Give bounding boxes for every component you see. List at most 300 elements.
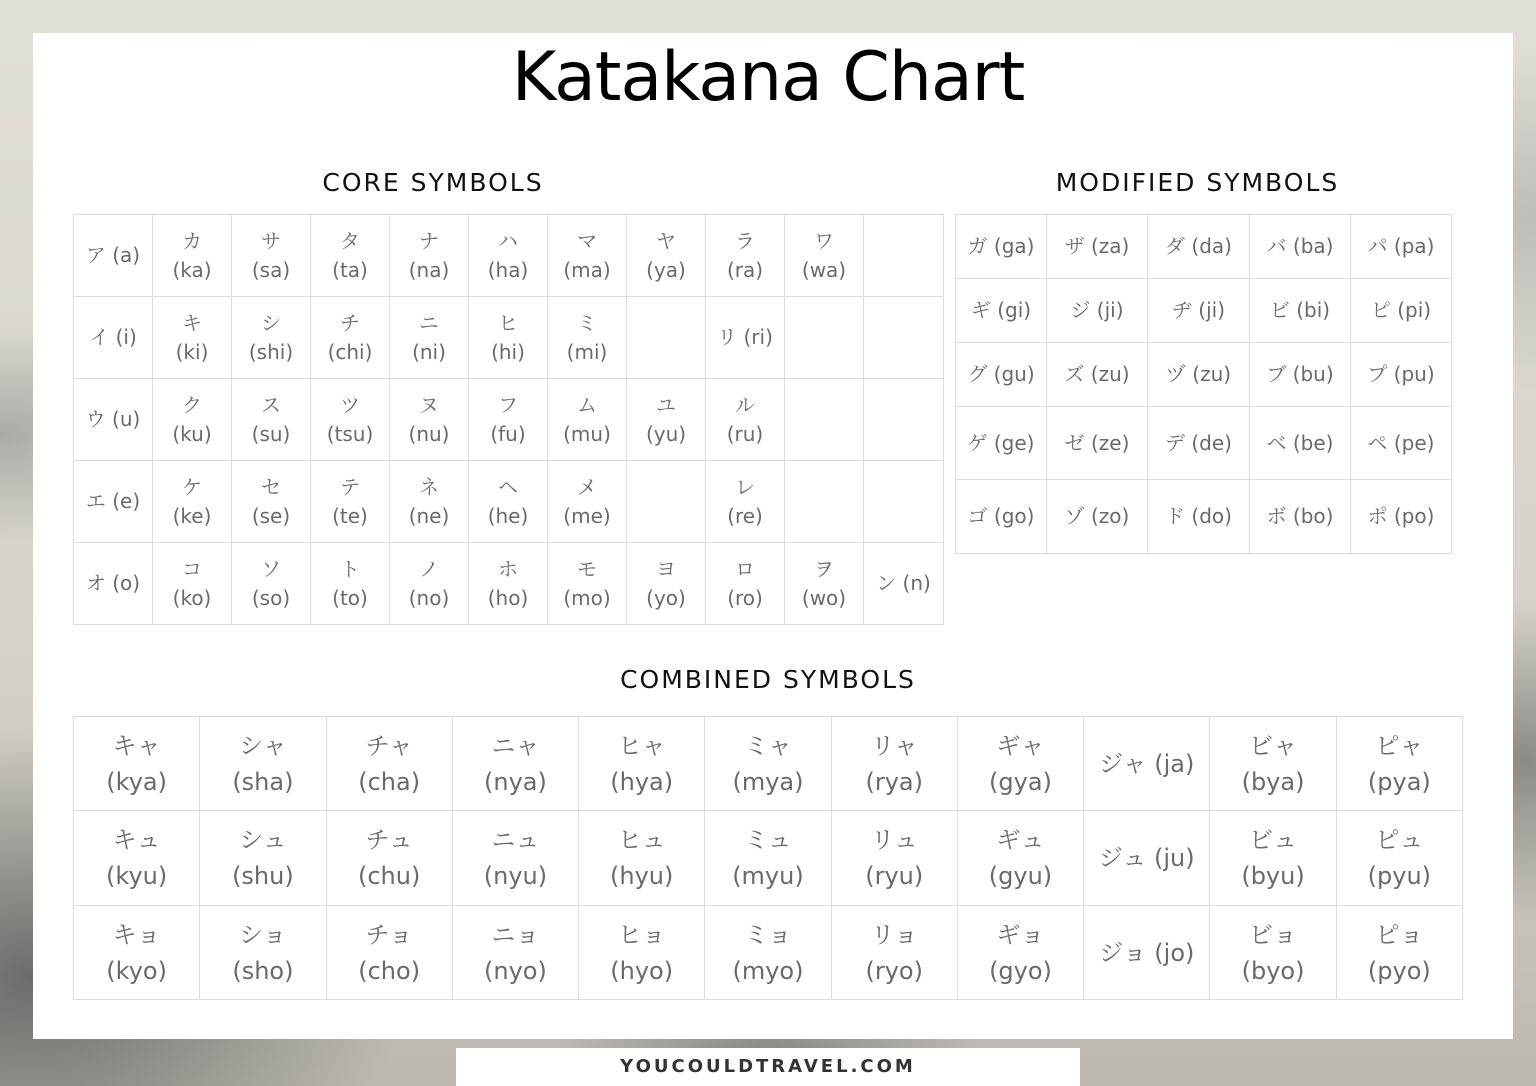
combined-cell — [452, 906, 578, 1000]
romaji-text: (gyu) — [988, 862, 1053, 890]
kana-text: ヨ — [656, 556, 676, 581]
combined-cell — [705, 811, 831, 906]
combined-cell — [831, 717, 957, 811]
kana-text: ゼ (ze) — [1064, 430, 1130, 455]
romaji-text: (hi) — [491, 339, 525, 364]
core-cell — [469, 379, 548, 461]
kana-text: エ (e) — [85, 489, 141, 513]
kana-text: ブ (bu) — [1266, 362, 1334, 386]
romaji-text: (ra) — [726, 257, 764, 282]
romaji-text: (cha) — [358, 767, 421, 796]
combined-cell — [1210, 717, 1336, 811]
kana-text: ム — [577, 392, 597, 417]
kana-text: ギュ — [996, 826, 1045, 854]
kana-text: ロ — [735, 556, 755, 581]
romaji-text: (byu) — [1241, 862, 1305, 890]
combined-cell — [705, 906, 831, 1000]
modified-cell — [1148, 215, 1250, 279]
kana-text: ピ (pi) — [1370, 298, 1432, 322]
romaji-text: (shi) — [248, 339, 294, 364]
kana-text: ワ — [814, 228, 834, 253]
combined-cell — [200, 811, 326, 906]
core-cell — [311, 461, 390, 543]
core-cell — [864, 297, 944, 379]
combined-cell — [957, 811, 1083, 906]
kana-text: ヂ (ji) — [1171, 298, 1226, 322]
kana-text: ノ — [419, 556, 439, 581]
core-cell — [706, 543, 785, 625]
kana-text: ジ (ji) — [1070, 298, 1124, 322]
modified-cell — [1148, 343, 1250, 407]
combined-cell — [1210, 906, 1336, 1000]
kana-text: ジョ (jo) — [1099, 938, 1195, 967]
romaji-text: (pyo) — [1367, 956, 1431, 985]
core-cell — [548, 297, 627, 379]
modified-row — [956, 480, 1452, 554]
core-cell — [390, 379, 469, 461]
kana-text: カ — [182, 228, 202, 253]
core-cell — [311, 297, 390, 379]
core-cell — [74, 215, 153, 297]
kana-text: ザ (za) — [1064, 234, 1130, 258]
romaji-text: (nyo) — [484, 956, 547, 985]
kana-text: ヲ — [814, 556, 834, 581]
romaji-text: (nu) — [408, 421, 450, 446]
kana-text: ボ (bo) — [1266, 504, 1334, 528]
combined-cell — [1084, 906, 1210, 1000]
romaji-text: (myu) — [732, 862, 804, 890]
kana-text: ス — [261, 392, 281, 417]
modified-cell — [1351, 343, 1452, 407]
core-cell — [627, 297, 706, 379]
kana-text: ヒ — [498, 310, 518, 335]
romaji-text: (cho) — [358, 956, 421, 985]
combined-cell — [1084, 717, 1210, 811]
romaji-text: (nya) — [484, 767, 547, 796]
romaji-text: (kyu) — [106, 862, 168, 890]
modified-cell — [1148, 480, 1250, 554]
romaji-text: (ryu) — [865, 862, 924, 890]
combined-row — [74, 811, 1463, 906]
romaji-text: (no) — [408, 585, 450, 610]
combined-cell — [452, 811, 578, 906]
kana-text: キョ — [112, 920, 161, 949]
kana-text: ガ (ga) — [967, 234, 1035, 258]
core-cell — [153, 461, 232, 543]
romaji-text: (hya) — [610, 767, 674, 796]
page-title: Katakana Chart — [511, 38, 1025, 117]
core-cell — [74, 297, 153, 379]
kana-text: セ — [261, 474, 281, 499]
kana-text: ツ — [340, 392, 360, 417]
modified-cell — [1351, 480, 1452, 554]
modified-symbols-table — [955, 214, 1452, 554]
romaji-text: (so) — [251, 585, 291, 610]
kana-text: ヒャ — [617, 731, 666, 760]
modified-cell — [956, 343, 1047, 407]
core-cell — [311, 379, 390, 461]
core-cell — [706, 297, 785, 379]
core-row — [74, 215, 944, 297]
core-cell — [232, 215, 311, 297]
kana-text: キ — [182, 310, 202, 335]
core-row — [74, 379, 944, 461]
modified-cell — [1351, 279, 1452, 343]
kana-text: グ (gu) — [967, 362, 1035, 386]
core-cell — [153, 379, 232, 461]
core-cell — [232, 379, 311, 461]
core-cell — [232, 461, 311, 543]
romaji-text: (yo) — [646, 585, 686, 610]
romaji-text: (ha) — [487, 257, 529, 282]
kana-text: ゾ (zo) — [1064, 504, 1130, 528]
kana-text: デ (de) — [1165, 430, 1232, 455]
core-symbols-table — [73, 214, 944, 625]
kana-text: ウ (u) — [85, 407, 141, 431]
modified-cell — [1047, 215, 1148, 279]
kana-text: オ (o) — [85, 571, 141, 595]
kana-text: キュ — [112, 826, 161, 854]
kana-text: ネ — [419, 474, 439, 499]
kana-text: ミョ — [744, 920, 792, 949]
kana-text: ヤ — [656, 228, 676, 253]
kana-text: ニョ — [491, 920, 540, 949]
romaji-text: (byo) — [1241, 956, 1305, 985]
kana-text: ポ (po) — [1367, 504, 1435, 528]
kana-text: シ — [261, 310, 281, 335]
combined-cell — [1336, 811, 1462, 906]
kana-text: バ (ba) — [1266, 234, 1334, 258]
core-cell — [469, 461, 548, 543]
modified-cell — [1250, 480, 1351, 554]
modified-cell — [1250, 407, 1351, 480]
combined-cell — [957, 906, 1083, 1000]
combined-cell — [74, 906, 200, 1000]
combined-row — [74, 906, 1463, 1000]
kana-text: ニ — [419, 310, 439, 335]
romaji-text: (bya) — [1241, 767, 1305, 796]
romaji-text: (se) — [251, 503, 291, 528]
modified-cell — [1148, 407, 1250, 480]
romaji-text: (kya) — [106, 767, 167, 796]
kana-text: テ — [340, 474, 360, 499]
modified-cell — [1250, 279, 1351, 343]
kana-text: ニュ — [491, 826, 540, 854]
kana-text: ピョ — [1375, 920, 1424, 949]
romaji-text: (ku) — [172, 421, 212, 446]
modified-cell — [1047, 407, 1148, 480]
core-cell — [232, 543, 311, 625]
romaji-text: (wa) — [801, 257, 847, 282]
kana-text: フ — [498, 392, 518, 417]
kana-text: キャ — [112, 731, 161, 760]
combined-symbols-table — [73, 716, 1463, 1000]
combined-cell — [957, 717, 1083, 811]
romaji-text: (chi) — [327, 339, 373, 364]
core-cell — [390, 215, 469, 297]
core-cell — [864, 379, 944, 461]
core-cell — [706, 461, 785, 543]
core-cell — [785, 379, 864, 461]
core-cell — [627, 543, 706, 625]
combined-cell — [579, 811, 705, 906]
core-cell — [469, 543, 548, 625]
romaji-text: (mo) — [563, 585, 611, 610]
modified-cell — [956, 480, 1047, 554]
romaji-text: (pyu) — [1367, 862, 1432, 890]
romaji-text: (ho) — [487, 585, 529, 610]
romaji-text: (su) — [251, 421, 291, 446]
romaji-text: (wo) — [801, 585, 847, 610]
kana-text: ゴ (go) — [967, 504, 1035, 528]
combined-cell — [831, 906, 957, 1000]
romaji-text: (mya) — [732, 767, 804, 796]
core-cell — [785, 543, 864, 625]
kana-text: メ — [577, 474, 597, 499]
kana-text: ヒョ — [617, 920, 666, 949]
kana-text: レ — [735, 474, 755, 499]
combined-cell — [452, 717, 578, 811]
combined-cell — [1084, 811, 1210, 906]
romaji-text: (yu) — [645, 421, 687, 446]
kana-text: ギャ — [996, 731, 1045, 760]
kana-text: ル — [735, 392, 755, 417]
romaji-text: (me) — [563, 503, 611, 528]
modified-cell — [956, 215, 1047, 279]
kana-text: マ — [577, 228, 597, 253]
romaji-text: (mi) — [566, 339, 608, 364]
core-cell — [153, 543, 232, 625]
combined-symbols-heading: COMBINED SYMBOLS — [620, 665, 916, 694]
kana-text: リャ — [870, 731, 918, 760]
combined-row — [74, 717, 1463, 811]
romaji-text: (rya) — [865, 767, 923, 796]
romaji-text: (gyo) — [989, 956, 1052, 985]
romaji-text: (gya) — [989, 767, 1052, 796]
combined-cell — [1336, 906, 1462, 1000]
kana-text: ギョ — [996, 920, 1045, 949]
kana-text: ピャ — [1375, 731, 1424, 760]
romaji-text: (kyo) — [106, 956, 167, 985]
kana-text: シュ — [239, 826, 287, 854]
kana-text: ド (do) — [1165, 504, 1232, 528]
combined-cell — [579, 906, 705, 1000]
romaji-text: (ni) — [412, 339, 446, 364]
core-symbols-heading: CORE SYMBOLS — [322, 168, 544, 197]
combined-cell — [831, 811, 957, 906]
romaji-text: (ya) — [646, 257, 686, 282]
modified-cell — [1250, 215, 1351, 279]
modified-row — [956, 279, 1452, 343]
modified-row — [956, 215, 1452, 279]
kana-text: ユ — [656, 392, 676, 417]
kana-text: ア (a) — [85, 243, 141, 267]
kana-text: リ (ri) — [717, 325, 773, 349]
core-cell — [74, 543, 153, 625]
romaji-text: (sa) — [251, 257, 291, 282]
kana-text: ハ — [498, 228, 518, 253]
kana-text: ホ — [498, 556, 518, 581]
kana-text: ベ (be) — [1266, 430, 1334, 455]
romaji-text: (hyu) — [610, 862, 674, 890]
romaji-text: (ka) — [172, 257, 212, 282]
core-cell — [390, 543, 469, 625]
romaji-text: (re) — [727, 503, 763, 528]
romaji-text: (na) — [408, 257, 450, 282]
romaji-text: (ko) — [172, 585, 212, 610]
core-cell — [627, 215, 706, 297]
kana-text: ミャ — [744, 731, 792, 760]
kana-text: プ (pu) — [1367, 362, 1435, 386]
kana-text: ジャ (ja) — [1099, 749, 1195, 778]
core-cell — [153, 215, 232, 297]
kana-text: タ — [340, 228, 360, 253]
core-cell — [548, 461, 627, 543]
core-row — [74, 297, 944, 379]
romaji-text: (ke) — [172, 503, 212, 528]
romaji-text: (ne) — [408, 503, 450, 528]
romaji-text: (te) — [332, 503, 368, 528]
combined-cell — [74, 811, 200, 906]
romaji-text: (he) — [487, 503, 529, 528]
romaji-text: (myo) — [732, 956, 804, 985]
core-row — [74, 461, 944, 543]
romaji-text: (ta) — [332, 257, 368, 282]
core-cell — [548, 215, 627, 297]
modified-symbols-heading: MODIFIED SYMBOLS — [1055, 168, 1340, 197]
core-cell — [548, 379, 627, 461]
core-cell — [390, 297, 469, 379]
romaji-text: (ru) — [726, 421, 764, 446]
core-cell — [311, 215, 390, 297]
romaji-text: (chu) — [357, 862, 421, 890]
modified-row — [956, 343, 1452, 407]
combined-cell — [1336, 717, 1462, 811]
romaji-text: (sha) — [232, 767, 294, 796]
kana-text: ナ — [419, 228, 439, 253]
combined-cell — [326, 906, 452, 1000]
core-cell — [74, 461, 153, 543]
kana-text: ン (n) — [876, 571, 931, 595]
kana-text: パ (pa) — [1367, 234, 1435, 258]
romaji-text: (shu) — [232, 862, 294, 890]
combined-cell — [1210, 811, 1336, 906]
modified-cell — [1351, 215, 1452, 279]
kana-text: ヘ — [498, 474, 518, 499]
kana-text: ト — [340, 556, 360, 581]
core-cell — [785, 215, 864, 297]
modified-row — [956, 407, 1452, 480]
footer-site-url: YOUCOULDTRAVEL.COM — [456, 1048, 1080, 1086]
kana-text: ギ (gi) — [970, 298, 1032, 322]
kana-text: ダ (da) — [1165, 234, 1232, 258]
romaji-text: (ryo) — [865, 956, 923, 985]
core-cell — [864, 543, 944, 625]
kana-text: ラ — [735, 228, 755, 253]
core-cell — [153, 297, 232, 379]
core-cell — [548, 543, 627, 625]
modified-cell — [1047, 480, 1148, 554]
core-cell — [785, 297, 864, 379]
kana-text: ジュ (ju) — [1098, 844, 1195, 872]
core-cell — [627, 461, 706, 543]
core-row — [74, 543, 944, 625]
romaji-text: (ki) — [175, 339, 209, 364]
modified-cell — [1047, 343, 1148, 407]
core-cell — [469, 297, 548, 379]
kana-text: ヒュ — [617, 826, 666, 854]
kana-text: ケ — [182, 474, 202, 499]
kana-text: ク — [182, 392, 202, 417]
kana-text: ニャ — [491, 731, 540, 760]
kana-text: チャ — [365, 731, 413, 760]
core-cell — [74, 379, 153, 461]
combined-cell — [200, 717, 326, 811]
core-cell — [627, 379, 706, 461]
combined-cell — [579, 717, 705, 811]
kana-text: ビョ — [1249, 920, 1298, 949]
romaji-text: (fu) — [490, 421, 526, 446]
core-cell — [706, 379, 785, 461]
romaji-text: (nyu) — [483, 862, 548, 890]
core-cell — [785, 461, 864, 543]
romaji-text: (to) — [332, 585, 368, 610]
modified-cell — [1250, 343, 1351, 407]
kana-text: ヌ — [419, 392, 439, 417]
kana-text: モ — [577, 556, 597, 581]
modified-cell — [956, 407, 1047, 480]
kana-text: ビ (bi) — [1269, 298, 1331, 322]
kana-text: ビュ — [1249, 826, 1298, 854]
kana-text: チュ — [365, 826, 413, 854]
combined-cell — [200, 906, 326, 1000]
core-cell — [311, 543, 390, 625]
romaji-text: (pya) — [1367, 767, 1431, 796]
kana-text: リュ — [870, 826, 918, 854]
kana-text: ペ (pe) — [1367, 430, 1435, 455]
modified-cell — [956, 279, 1047, 343]
core-cell — [232, 297, 311, 379]
kana-text: コ — [182, 556, 202, 581]
romaji-text: (sho) — [232, 956, 294, 985]
kana-text: ヅ (zu) — [1165, 362, 1232, 386]
kana-text: チ — [340, 310, 360, 335]
modified-cell — [1351, 407, 1452, 480]
romaji-text: (mu) — [563, 421, 611, 446]
kana-text: ミュ — [744, 826, 792, 854]
core-cell — [864, 215, 944, 297]
combined-cell — [74, 717, 200, 811]
kana-text: シャ — [239, 731, 287, 760]
combined-cell — [705, 717, 831, 811]
core-cell — [706, 215, 785, 297]
kana-text: ズ (zu) — [1064, 362, 1130, 386]
romaji-text: (ma) — [563, 257, 611, 282]
romaji-text: (hyo) — [610, 956, 674, 985]
kana-text: ピュ — [1375, 826, 1424, 854]
core-cell — [469, 215, 548, 297]
core-cell — [864, 461, 944, 543]
modified-cell — [1047, 279, 1148, 343]
romaji-text: (tsu) — [326, 421, 374, 446]
core-cell — [390, 461, 469, 543]
kana-text: ショ — [239, 920, 287, 949]
kana-text: ビャ — [1249, 731, 1298, 760]
combined-cell — [326, 717, 452, 811]
kana-text: サ — [261, 228, 281, 253]
kana-text: ゲ (ge) — [967, 430, 1035, 455]
kana-text: ソ — [261, 556, 281, 581]
